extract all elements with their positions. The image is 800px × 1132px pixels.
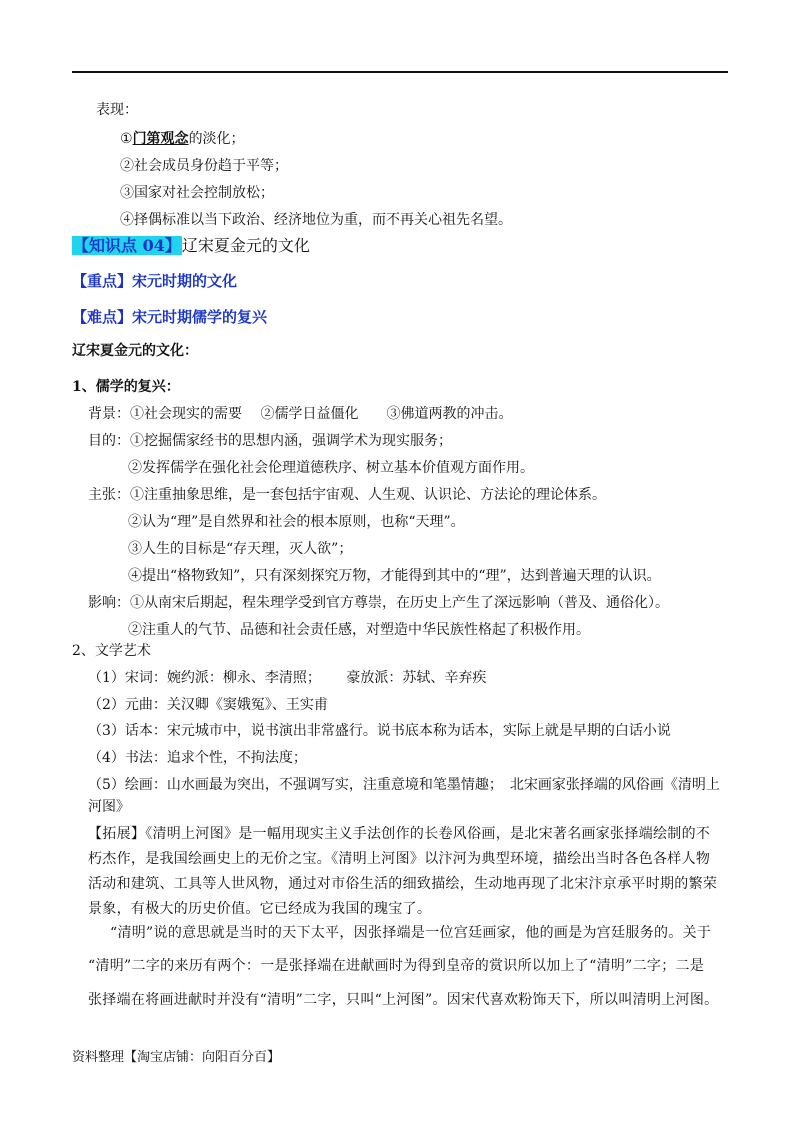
- key-point: 【重点】宋元时期的文化: [72, 272, 238, 290]
- biaoxian-item-1-suffix: 的淡化；: [188, 131, 245, 147]
- section-heading: 辽宋夏金元的文化：: [72, 343, 198, 359]
- biaoxian-item-1-prefix: ①: [120, 131, 133, 147]
- literature-item-5-line-2: 河图》: [88, 799, 130, 815]
- extension-line-2: 朽杰作，是我国绘画史上的无价之宝。《清明上河图》以汴河为典型环境，描绘出当时各色各样人物: [88, 851, 711, 867]
- menfei-guannian-term: 门第观念: [132, 131, 189, 147]
- literature-item-1: （1）宋词：婉约派：柳永、李清照； 豪放派：苏轼、辛弃疾: [88, 670, 487, 686]
- literature-item-3: （3）话本：宋元城市中，说书演出非常盛行。说书底本称为话本，实际上就是早期的白话小说: [88, 723, 671, 739]
- confucian-influence-2: ②注重人的气节、品德和社会责任感，对塑造中华民族性格起了积极作用。: [128, 622, 590, 638]
- confucian-purpose-1: 目的：①挖掘儒家经书的思想内涵，强调学术为现实服务；: [88, 433, 452, 449]
- confucian-claim-3: ③人生的目标是“存天理，灭人欲”；: [128, 541, 353, 557]
- confucian-influence-1: 影响：①从南宋后期起，程朱理学受到官方尊崇，在历史上产生了深远影响（普及、通俗化）。: [88, 595, 669, 611]
- confucian-purpose-2: ②发挥儒学在强化社会伦理道德秩序、树立基本价值观方面作用。: [128, 460, 534, 476]
- biaoxian-item-3: ③国家对社会控制放松；: [120, 185, 274, 201]
- confucian-heading: 1、儒学的复兴：: [72, 379, 180, 395]
- confucian-claim-4: ④提出“格物致知”，只有深刻探究万物，才能得到其中的“理”，达到普遍天理的认识。: [128, 568, 661, 584]
- confucian-background: 背景：①社会现实的需要 ②儒学日益僵化 ③佛道两教的冲击。: [88, 406, 513, 422]
- confucian-claim-1: 主张：①注重抽象思维，是一套包括宇宙观、人生观、认识论、方法论的理论体系。: [88, 487, 606, 503]
- biaoxian-label: 表现：: [96, 102, 138, 118]
- header-rule: [72, 71, 728, 73]
- footer-source: 资料整理【淘宝店铺：向阳百分百】: [72, 1050, 281, 1065]
- difficult-point: 【难点】宋元时期儒学的复兴: [72, 308, 268, 326]
- extension-line-5: “清明”说的意思就是当时的天下太平，因张择端是一位宫廷画家，他的画是为宫廷服务的。关于: [110, 925, 712, 941]
- biaoxian-item-2: ②社会成员身份趋于平等；: [120, 158, 288, 174]
- literature-heading: 2、文学艺术: [72, 643, 151, 659]
- knowledge-point-title: 辽宋夏金元的文化: [181, 236, 310, 255]
- extension-line-6: “清明”二字的来历有两个：一是张择端在进献画时为得到皇帝的赏识所以加上了“清明”二字；二是: [88, 958, 705, 974]
- literature-item-4: （4）书法：追求个性，不拘法度；: [88, 750, 307, 766]
- confucian-claim-2: ②认为“理”是自然界和社会的根本原则，也称“天理”。: [128, 514, 465, 530]
- biaoxian-item-1: [120, 130, 245, 148]
- extension-line-7: 张择端在将画进献时并没有“清明”二字，只叫“上河图”。因宋代喜欢粉饰天下，所以叫清明上河图。: [88, 992, 719, 1008]
- literature-item-2: （2）元曲：关汉卿《窦娥冤》、王实甫: [88, 697, 328, 713]
- knowledge-point-heading: [72, 236, 310, 256]
- biaoxian-item-4: ④择偶标准以当下政治、经济地位为重，而不再关心祖先名望。: [120, 212, 512, 228]
- extension-line-1: 【拓展】《清明上河图》是一幅用现实主义手法创作的长卷风俗画，是北宋著名画家张择端绘制的不: [88, 826, 711, 842]
- literature-item-5-line-1: （5）绘画：山水画最为突出，不强调写实，注重意境和笔墨情趣； 北宋画家张择端的风俗画《清明上: [88, 777, 720, 793]
- extension-line-4: 景象，有极大的历史价值。它已经成为我国的瑰宝了。: [88, 901, 432, 917]
- extension-line-3: 活动和建筑、工具等人世风物，通过对市俗生活的细致描绘，生动地再现了北宋汴京承平时期的繁荣: [88, 876, 718, 892]
- knowledge-point-tag: 【知识点 04】: [73, 236, 181, 255]
